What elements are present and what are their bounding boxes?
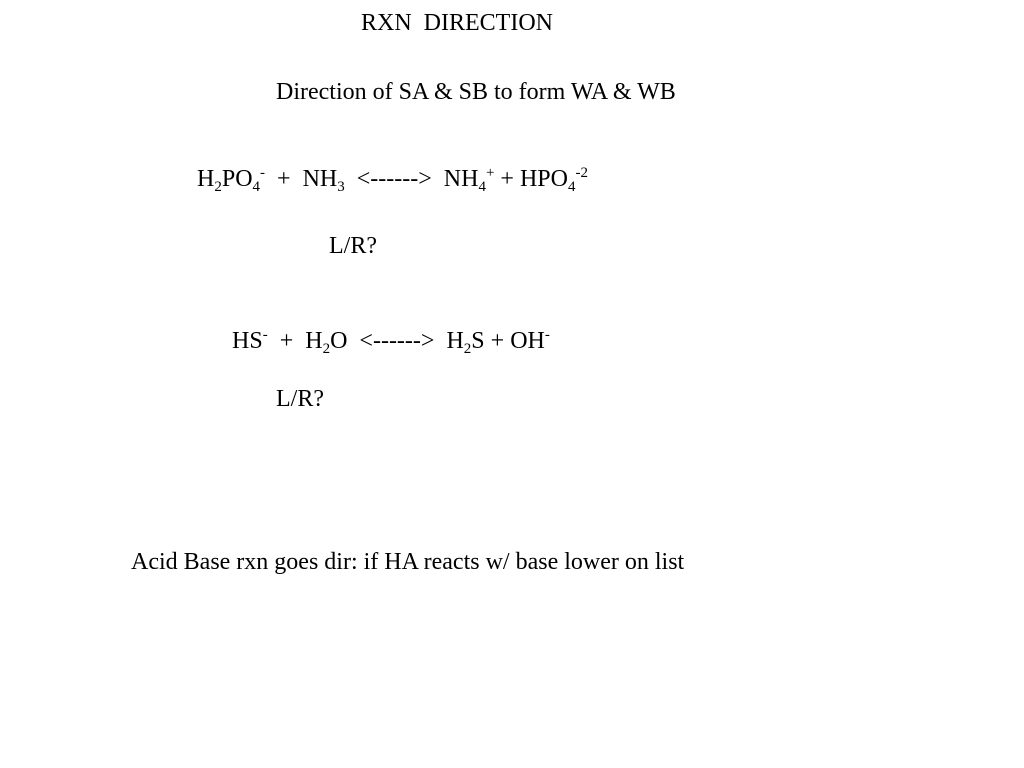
reaction-2-question: L/R? bbox=[276, 386, 324, 412]
nh4-subscript-4: 4 bbox=[478, 179, 486, 195]
reaction-1-question: L/R? bbox=[329, 233, 377, 259]
hs-hs: HS bbox=[232, 328, 263, 354]
slide-title: RXN DIRECTION bbox=[361, 10, 553, 36]
nh3-nh: NH bbox=[302, 166, 338, 192]
oh-charge: - bbox=[544, 327, 550, 343]
h2o-h: H bbox=[305, 328, 323, 354]
h2s-h: H bbox=[446, 328, 464, 354]
reaction-1-plus-2: + bbox=[494, 166, 520, 192]
nh4-nh: NH bbox=[443, 166, 479, 192]
nh3-subscript-3: 3 bbox=[337, 179, 345, 195]
h2po4-subscript-2: 2 bbox=[214, 179, 222, 195]
reaction-2-plus: + bbox=[267, 328, 306, 354]
h2s-s: S bbox=[471, 328, 485, 354]
slide-subtitle: Direction of SA & SB to form WA & WB bbox=[276, 79, 676, 105]
h2po4-po: PO bbox=[221, 166, 253, 192]
reaction-2-arrow: <------> bbox=[347, 328, 447, 354]
hpo4-charge: -2 bbox=[575, 165, 588, 181]
direction-rule-text: Acid Base rxn goes dir: if HA reacts w/ base lower on list bbox=[131, 549, 685, 575]
hpo4-hpo: HPO bbox=[519, 166, 568, 192]
h2po4-h: H bbox=[197, 166, 215, 192]
h2s-subscript-2: 2 bbox=[463, 341, 472, 357]
h2po4-charge: - bbox=[260, 165, 266, 181]
h2po4-subscript-4: 4 bbox=[252, 179, 261, 195]
h2o-o: O bbox=[330, 328, 348, 354]
nh4-charge: + bbox=[485, 165, 495, 181]
reaction-1-arrow: <------> bbox=[344, 166, 444, 192]
oh-oh: OH bbox=[510, 328, 545, 354]
h2o-subscript-2: 2 bbox=[322, 341, 331, 357]
hs-charge: - bbox=[262, 327, 268, 343]
reaction-2-equation bbox=[232, 327, 550, 357]
reaction-1-plus: + bbox=[265, 166, 303, 192]
hpo4-subscript-4: 4 bbox=[567, 179, 576, 195]
reaction-2-plus-2: + bbox=[484, 328, 511, 354]
reaction-1-equation bbox=[197, 165, 588, 195]
